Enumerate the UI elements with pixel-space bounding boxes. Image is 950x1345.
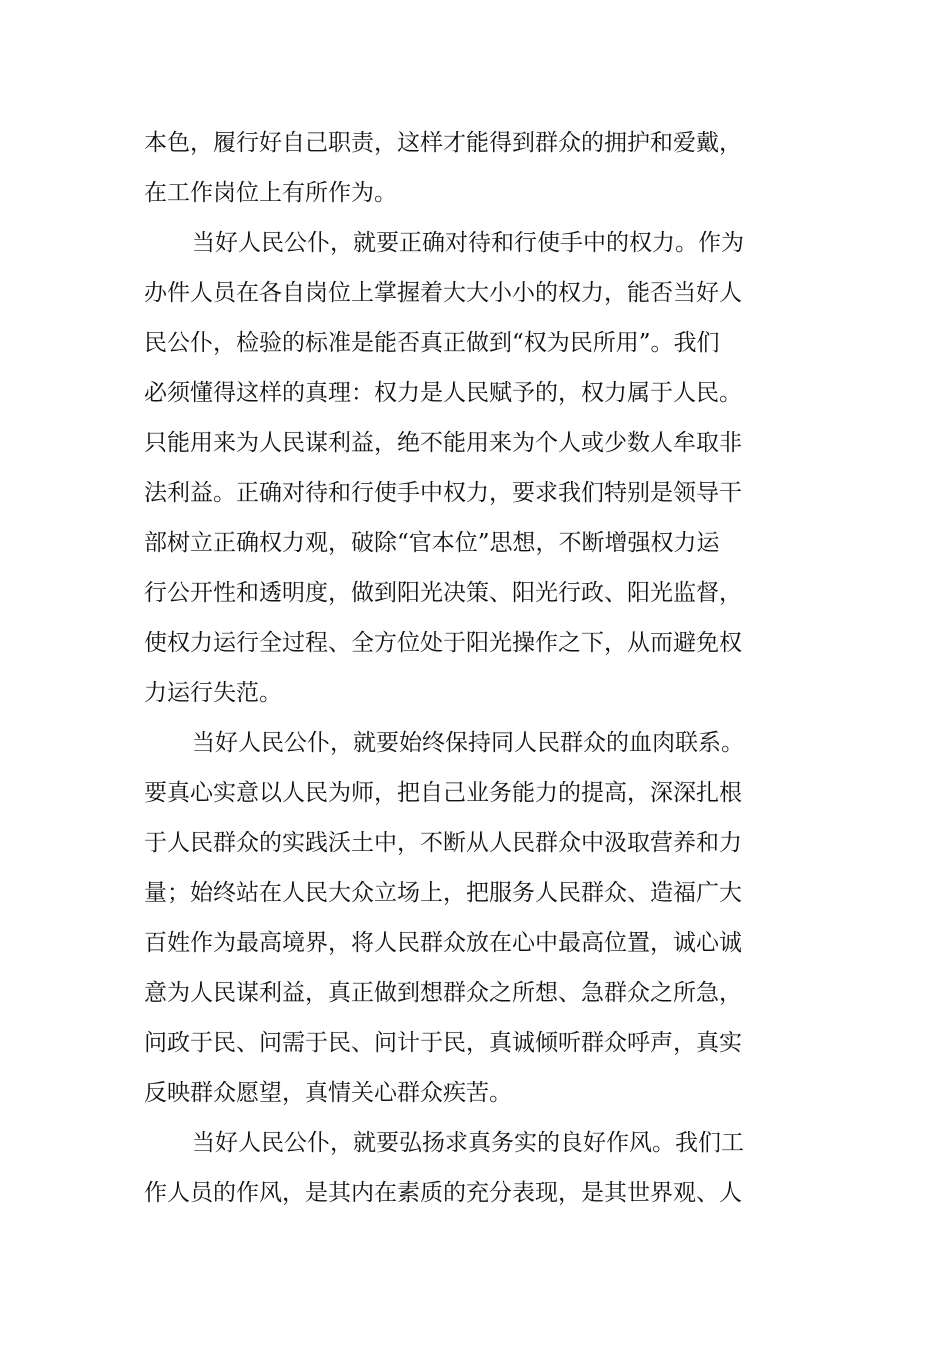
text-line: 力运行失范。 xyxy=(144,680,282,706)
text-line: 行公开性和透明度，做到阳光决策、阳光行政、阳光监督， xyxy=(144,580,742,606)
text-line: 本色，履行好自己职责，这样才能得到群众的拥护和爱戴， xyxy=(144,130,742,156)
text-line: 作人员的作风，是其内在素质的充分表现，是其世界观、人 xyxy=(144,1180,742,1206)
text-line: 在工作岗位上有所作为。 xyxy=(144,180,397,206)
text-line: 于人民群众的实践沃土中，不断从人民群众中汲取营养和力 xyxy=(144,830,742,856)
text-line: 办件人员在各自岗位上掌握着大大小小的权力，能否当好人 xyxy=(144,280,742,306)
text-line: 问政于民、问需于民、问计于民，真诚倾听群众呼声，真实 xyxy=(144,1030,742,1056)
text-line: 使权力运行全过程、全方位处于阳光操作之下，从而避免权 xyxy=(144,630,742,656)
document-body xyxy=(144,118,744,1218)
paragraph-first-line: 当好人民公仆，就要始终保持同人民群众的血肉联系。 xyxy=(192,730,744,756)
text-line: 量；始终站在人民大众立场上，把服务人民群众、造福广大 xyxy=(144,880,742,906)
paragraph-first-line: 当好人民公仆，就要弘扬求真务实的良好作风。我们工 xyxy=(192,1130,744,1156)
text-line: 百姓作为最高境界，将人民群众放在心中最高位置，诚心诚 xyxy=(144,930,742,956)
text-line: 法利益。正确对待和行使手中权力，要求我们特别是领导干 xyxy=(144,480,742,506)
text-line: 民公仆，检验的标准是能否真正做到“权为民所用”。我们 xyxy=(144,330,720,356)
paragraph-first-line: 当好人民公仆，就要正确对待和行使手中的权力。作为 xyxy=(192,230,744,256)
text-line: 部树立正确权力观，破除“官本位”思想，不断增强权力运 xyxy=(144,530,720,556)
text-line: 意为人民谋利益，真正做到想群众之所想、急群众之所急， xyxy=(144,980,742,1006)
text-line: 要真心实意以人民为师，把自己业务能力的提高，深深扎根 xyxy=(144,780,742,806)
text-line: 反映群众愿望，真情关心群众疾苦。 xyxy=(144,1080,512,1106)
text-line: 只能用来为人民谋利益，绝不能用来为个人或少数人牟取非 xyxy=(144,430,742,456)
text-line: 必须懂得这样的真理：权力是人民赋予的，权力属于人民。 xyxy=(144,380,742,406)
